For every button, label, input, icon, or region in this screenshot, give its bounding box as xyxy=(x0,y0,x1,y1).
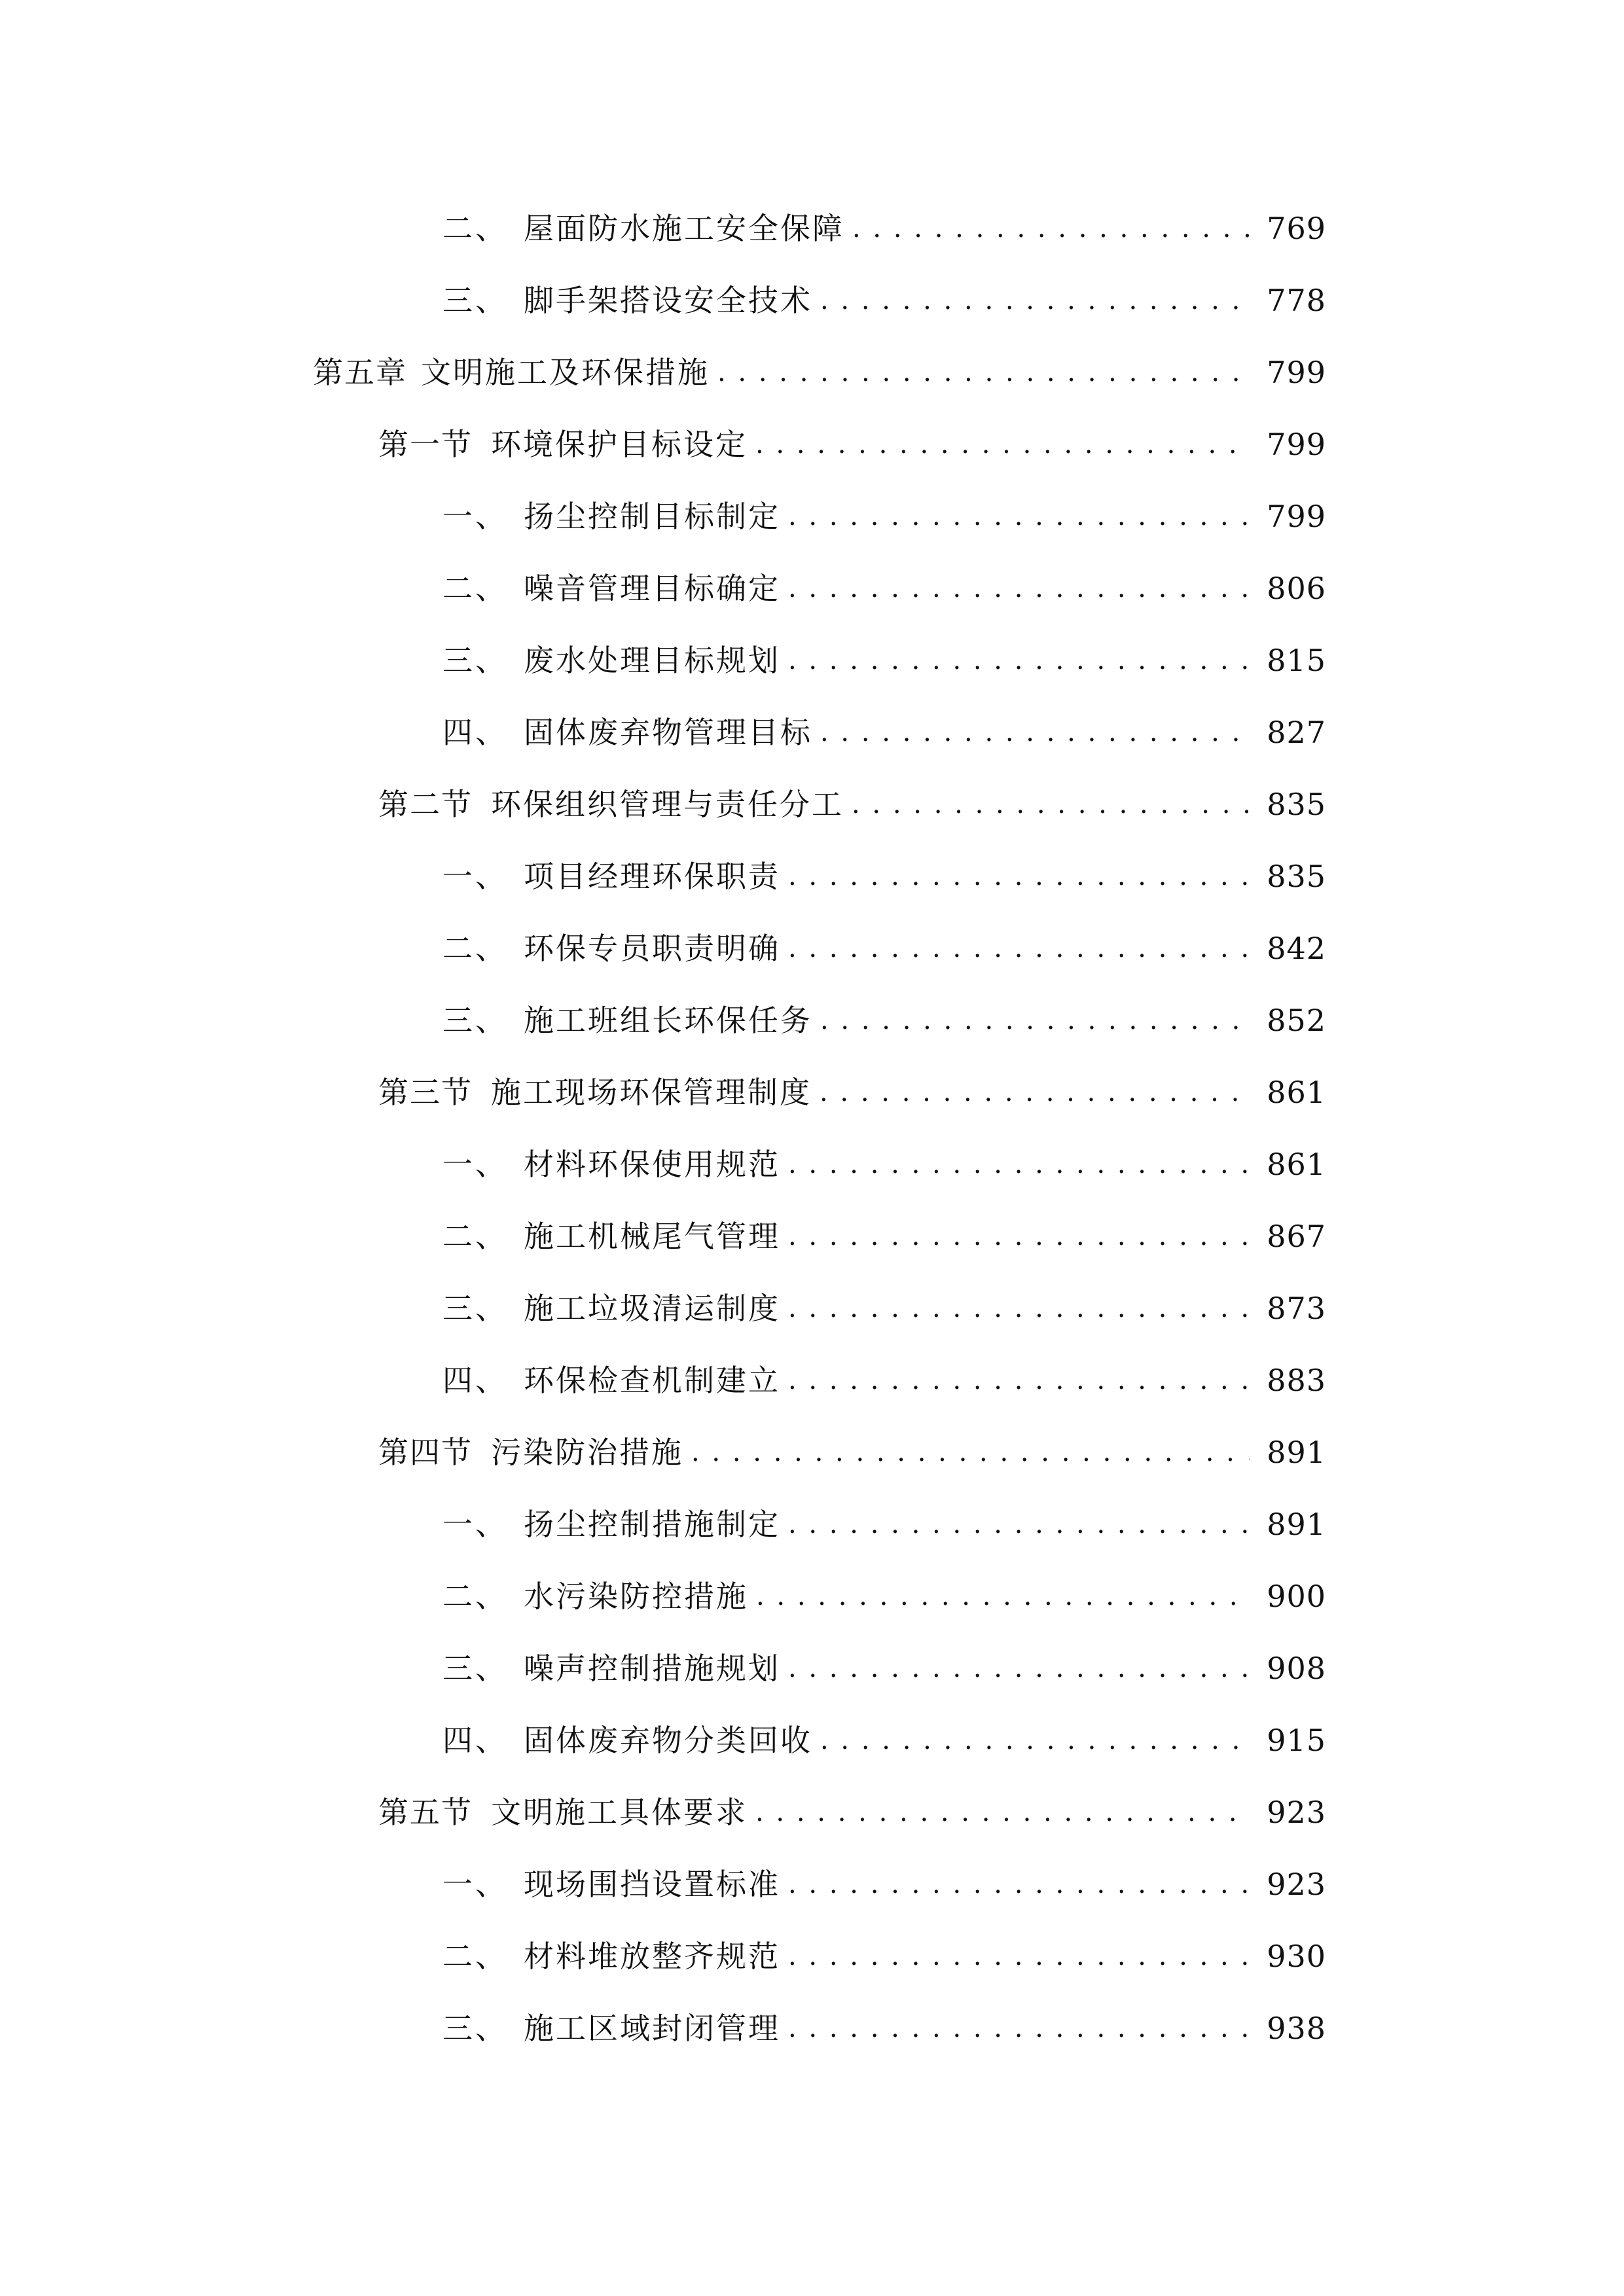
toc-entry-chapter[interactable] xyxy=(313,346,1326,399)
toc-entry-title: 材料堆放整齐规范 xyxy=(524,1939,780,1974)
toc-entry-title: 项目经理环保职责 xyxy=(524,859,780,894)
toc-entry-number: 三、 xyxy=(442,1651,508,1686)
toc-entry-title: 施工区域封闭管理 xyxy=(524,2011,780,2046)
dot-leader xyxy=(820,1066,1250,1119)
toc-entry-section[interactable] xyxy=(378,1426,1326,1479)
dot-leader xyxy=(755,418,1250,471)
toc-entry-section[interactable] xyxy=(378,1066,1326,1119)
toc-entry-page: 900 xyxy=(1267,1579,1326,1614)
toc-entry-number: 第二节 xyxy=(378,787,473,822)
toc-entry[interactable] xyxy=(442,1570,1326,1623)
toc-entry-number: 二、 xyxy=(442,211,508,246)
toc-entry[interactable] xyxy=(442,1354,1326,1407)
toc-entry-page: 861 xyxy=(1267,1075,1326,1110)
dot-leader xyxy=(788,1858,1250,1910)
dot-leader xyxy=(717,346,1250,399)
toc-entry-title: 脚手架搭设安全技术 xyxy=(524,283,812,318)
dot-leader xyxy=(788,1354,1250,1407)
toc-entry-page: 815 xyxy=(1267,643,1326,678)
toc-entry[interactable] xyxy=(442,706,1326,759)
toc-entry[interactable] xyxy=(442,274,1326,327)
toc-entry[interactable] xyxy=(442,994,1326,1047)
toc-entry-title: 环保检查机制建立 xyxy=(524,1363,780,1398)
toc-entry-title: 噪音管理目标确定 xyxy=(524,571,780,606)
toc-entry-number: 四、 xyxy=(442,1723,508,1758)
toc-entry[interactable] xyxy=(442,922,1326,975)
toc-entry-page: 861 xyxy=(1267,1147,1326,1182)
toc-entry-title: 固体废弃物管理目标 xyxy=(524,715,812,750)
toc-entry[interactable] xyxy=(442,1282,1326,1335)
toc-entry-number: 四、 xyxy=(442,715,508,750)
toc-entry-title: 水污染防控措施 xyxy=(524,1579,748,1614)
toc-entry-number: 三、 xyxy=(442,1291,508,1326)
toc-entry-page: 891 xyxy=(1267,1435,1326,1470)
toc-entry-title: 施工垃圾清运制度 xyxy=(524,1291,780,1326)
toc-entry-number: 第一节 xyxy=(378,427,473,462)
toc-entry-title: 环保专员职责明确 xyxy=(524,931,780,966)
toc-entry-page: 923 xyxy=(1267,1795,1326,1830)
toc-entry-page: 769 xyxy=(1267,211,1326,246)
toc-entry[interactable] xyxy=(442,1498,1326,1551)
toc-entry-number: 一、 xyxy=(442,1147,508,1182)
dot-leader xyxy=(788,1138,1250,1191)
toc-entry-number: 四、 xyxy=(442,1363,508,1398)
toc-entry-title: 施工现场环保管理制度 xyxy=(491,1075,812,1110)
toc-entry-page: 915 xyxy=(1267,1723,1326,1758)
toc-entry-page: 852 xyxy=(1267,1003,1326,1038)
dot-leader xyxy=(788,1210,1250,1263)
toc-entry-title: 环境保护目标设定 xyxy=(491,427,748,462)
toc-entry-number: 二、 xyxy=(442,1579,508,1614)
toc-entry-number: 三、 xyxy=(442,283,508,318)
toc-entry-number: 二、 xyxy=(442,1219,508,1254)
toc-entry-title: 噪声控制措施规划 xyxy=(524,1651,780,1686)
toc-entry[interactable] xyxy=(442,202,1326,255)
toc-entry-title: 固体废弃物分类回收 xyxy=(524,1723,812,1758)
toc-entry-number: 一、 xyxy=(442,859,508,894)
toc-entry-page: 806 xyxy=(1267,571,1326,606)
toc-entry-number: 一、 xyxy=(442,1867,508,1902)
dot-leader xyxy=(788,1642,1250,1695)
dot-leader xyxy=(788,922,1250,975)
toc-entry-number: 二、 xyxy=(442,931,508,966)
toc-entry[interactable] xyxy=(442,490,1326,543)
toc-entry-number: 第三节 xyxy=(378,1075,473,1110)
toc-entry-title: 废水处理目标规划 xyxy=(524,643,780,678)
toc-entry[interactable] xyxy=(442,1858,1326,1910)
toc-entry-title: 扬尘控制目标制定 xyxy=(524,499,780,534)
toc-entry[interactable] xyxy=(442,1642,1326,1695)
toc-entry-page: 891 xyxy=(1267,1507,1326,1542)
toc-entry[interactable] xyxy=(442,1714,1326,1767)
dot-leader xyxy=(756,1570,1250,1623)
dot-leader xyxy=(788,1930,1250,1982)
toc-entry-number: 三、 xyxy=(442,643,508,678)
toc-entry-number: 三、 xyxy=(442,2011,508,2046)
dot-leader xyxy=(691,1426,1250,1479)
toc-entry-number: 第五节 xyxy=(378,1795,473,1830)
toc-entry-number: 第四节 xyxy=(378,1435,473,1470)
toc-entry-title: 屋面防水施工安全保障 xyxy=(524,211,844,246)
toc-entry-page: 835 xyxy=(1267,787,1326,822)
toc-entry-title: 材料环保使用规范 xyxy=(524,1147,780,1182)
dot-leader xyxy=(755,1786,1250,1839)
toc-entry-number: 二、 xyxy=(442,1939,508,1974)
toc-entry[interactable] xyxy=(442,2002,1326,2054)
toc-entry-number: 二、 xyxy=(442,571,508,606)
toc-entry-number: 一、 xyxy=(442,499,508,534)
dot-leader xyxy=(788,490,1250,543)
dot-leader xyxy=(852,778,1250,831)
toc-entry-page: 778 xyxy=(1267,283,1326,318)
toc-entry[interactable] xyxy=(442,850,1326,903)
dot-leader xyxy=(852,202,1250,255)
dot-leader xyxy=(788,1498,1250,1551)
toc-entry-page: 867 xyxy=(1267,1219,1326,1254)
toc-entry[interactable] xyxy=(442,562,1326,615)
toc-entry-page: 908 xyxy=(1267,1651,1326,1686)
toc-entry-title: 施工机械尾气管理 xyxy=(524,1219,780,1254)
toc-entry-title: 施工班组长环保任务 xyxy=(524,1003,812,1038)
toc-entry-page: 938 xyxy=(1267,2011,1326,2046)
toc-entry-page: 799 xyxy=(1267,427,1326,462)
toc-entry-page: 799 xyxy=(1267,499,1326,534)
toc-entry-page: 835 xyxy=(1267,859,1326,894)
toc-entry-title: 文明施工及环保措施 xyxy=(421,355,710,390)
dot-leader xyxy=(820,1714,1250,1767)
toc-entry-title: 扬尘控制措施制定 xyxy=(524,1507,780,1542)
toc-entry-page: 930 xyxy=(1267,1939,1326,1974)
toc-entry-page: 799 xyxy=(1267,355,1326,390)
toc-entry-section[interactable] xyxy=(378,418,1326,471)
dot-leader xyxy=(820,994,1250,1047)
toc-entry[interactable] xyxy=(442,1138,1326,1191)
toc-entry-page: 842 xyxy=(1267,931,1326,966)
toc-entry-title: 环保组织管理与责任分工 xyxy=(491,787,844,822)
toc-entry-page: 827 xyxy=(1267,715,1326,750)
toc-entry-number: 三、 xyxy=(442,1003,508,1038)
dot-leader xyxy=(788,850,1250,903)
toc-entry-page: 923 xyxy=(1267,1867,1326,1902)
toc-entry-title: 现场围挡设置标准 xyxy=(524,1867,780,1902)
toc-entry[interactable] xyxy=(442,634,1326,687)
toc-entry-title: 文明施工具体要求 xyxy=(491,1795,748,1830)
toc-entry[interactable] xyxy=(442,1210,1326,1263)
toc-entry-title: 污染防治措施 xyxy=(491,1435,683,1470)
dot-leader xyxy=(788,634,1250,687)
toc-entry-page: 873 xyxy=(1267,1291,1326,1326)
toc-entry-section[interactable] xyxy=(378,1786,1326,1839)
dot-leader xyxy=(788,1282,1250,1335)
dot-leader xyxy=(788,2002,1250,2054)
toc-entry[interactable] xyxy=(442,1930,1326,1982)
dot-leader xyxy=(788,562,1250,615)
toc-entry-page: 883 xyxy=(1267,1363,1326,1398)
dot-leader xyxy=(820,274,1250,327)
toc-entry-number: 一、 xyxy=(442,1507,508,1542)
toc-entry-section[interactable] xyxy=(378,778,1326,831)
toc-entry-number: 第五章 xyxy=(313,355,407,390)
dot-leader xyxy=(820,706,1250,759)
